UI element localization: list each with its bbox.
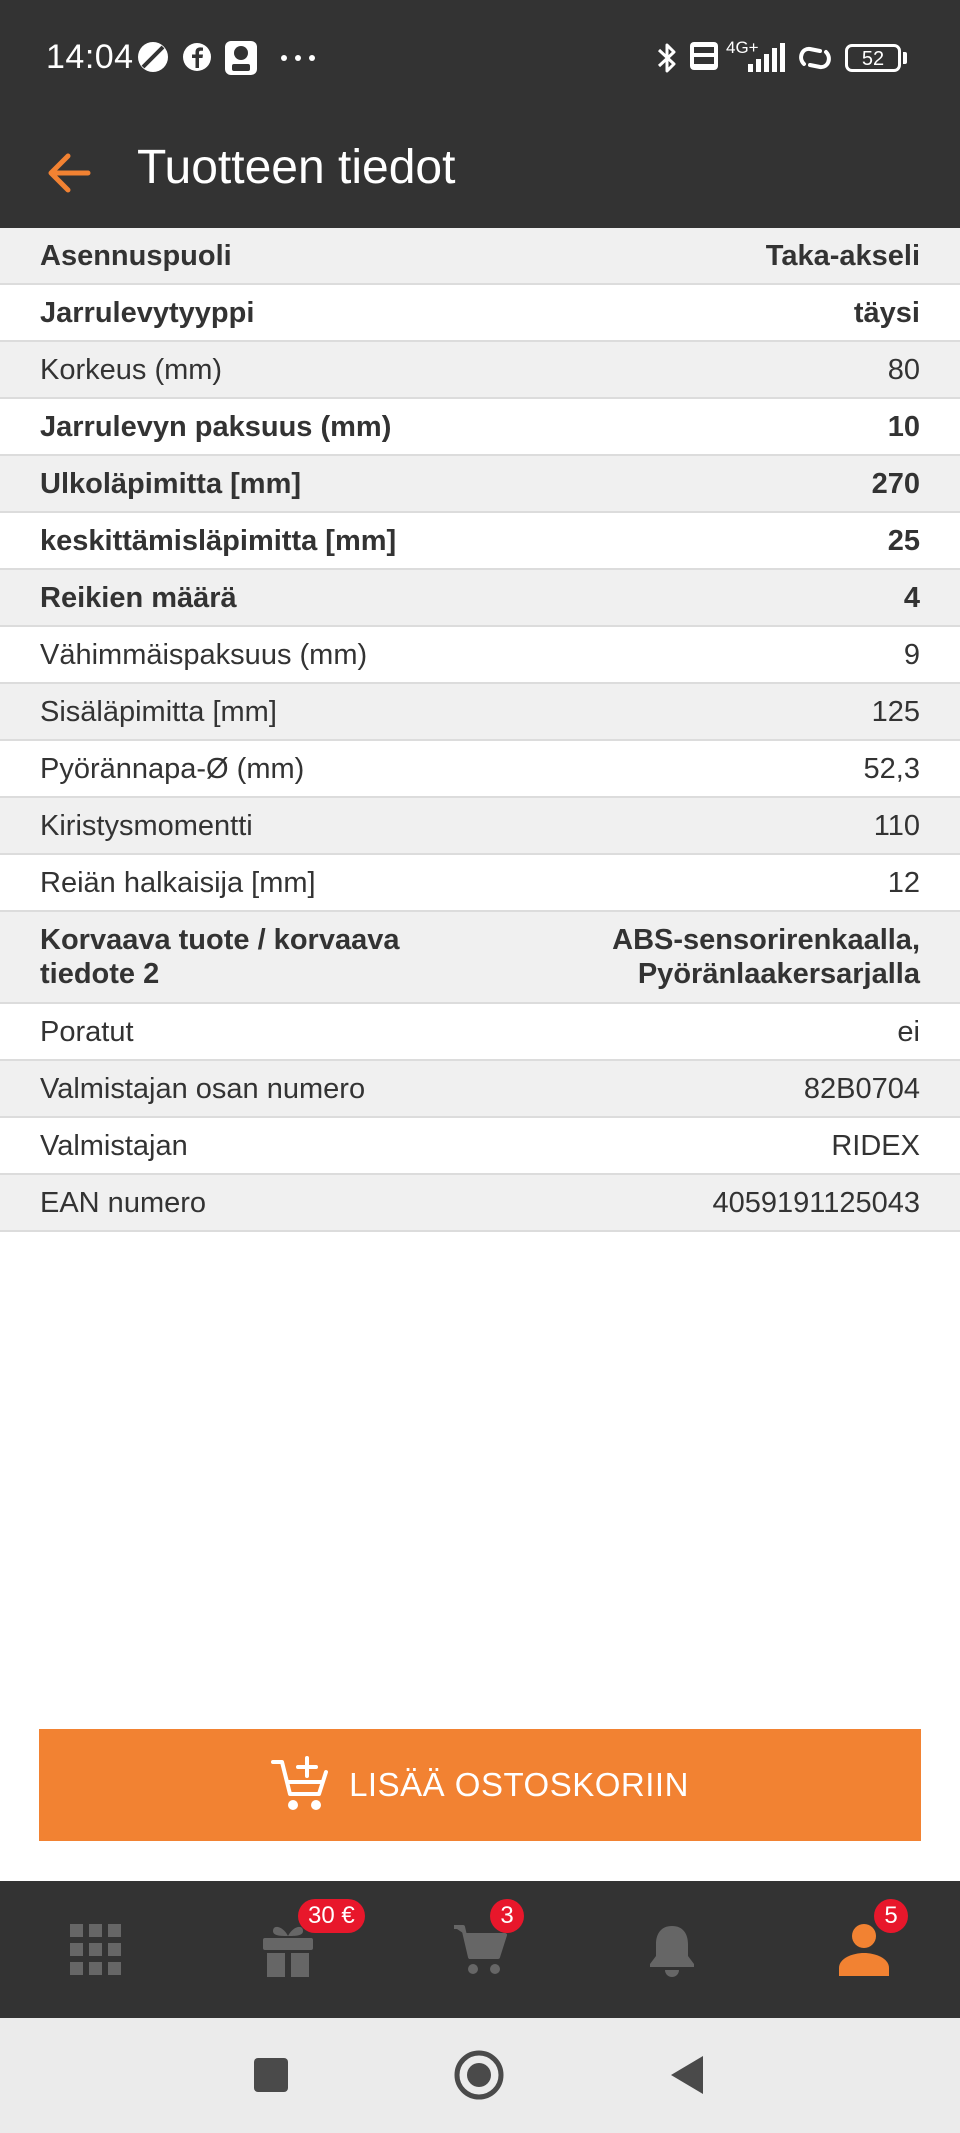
- more-notifications-icon: [280, 54, 316, 62]
- spec-value: 270: [871, 467, 920, 500]
- signal-strength-icon: [728, 42, 786, 74]
- status-time: 14:04: [46, 38, 134, 76]
- back-system-button[interactable]: [652, 2040, 722, 2110]
- spec-row: [0, 456, 960, 513]
- spec-label: Ulkoläpimitta [mm]: [40, 467, 302, 500]
- spec-value: ei: [897, 1015, 920, 1048]
- data-saver-icon: [796, 40, 834, 76]
- battery-cap: [903, 52, 907, 64]
- spec-label: Sisäläpimitta [mm]: [40, 695, 277, 728]
- profile-badge: 5: [874, 1899, 908, 1933]
- home-circle-icon: [452, 2048, 506, 2102]
- spec-value: 125: [871, 695, 920, 728]
- nav-grid-menu[interactable]: [0, 1881, 192, 2018]
- spec-row: [0, 399, 960, 456]
- arrow-left-icon: [46, 152, 92, 194]
- spec-label: Reiän halkaisija [mm]: [40, 866, 316, 899]
- spec-label: Jarrulevyn paksuus (mm): [40, 410, 392, 443]
- spec-value: 9: [903, 638, 920, 671]
- spec-label: keskittämisläpimitta [mm]: [40, 524, 397, 557]
- gift-badge: 30 €: [298, 1899, 365, 1933]
- bottom-navigation: [0, 1881, 960, 2018]
- spec-label: Vähimmäispaksuus (mm): [40, 638, 368, 671]
- cart-plus-icon: [271, 1756, 331, 1814]
- home-button[interactable]: [444, 2040, 514, 2110]
- volte-icon: [689, 40, 719, 72]
- square-icon: [254, 2058, 288, 2092]
- spec-label: Asennuspuoli: [40, 239, 232, 272]
- lidl-plus-icon: [224, 40, 258, 76]
- spec-value: 52,3: [863, 752, 920, 785]
- spec-row: [0, 513, 960, 570]
- spec-row: [0, 570, 960, 627]
- spec-label: EAN numero: [40, 1186, 207, 1219]
- spec-row: [0, 1118, 960, 1175]
- spec-value: Taka-akseli: [765, 239, 920, 272]
- spec-row: [0, 342, 960, 399]
- spec-row: [0, 741, 960, 798]
- network-type: 4G+: [726, 38, 759, 57]
- add-to-cart-button[interactable]: [39, 1729, 921, 1841]
- spec-value: 4059191125043: [712, 1186, 920, 1219]
- recents-button[interactable]: [236, 2040, 306, 2110]
- cart-badge: 3: [490, 1899, 524, 1933]
- battery-indicator: [845, 44, 901, 72]
- system-navigation-bar: [0, 2018, 960, 2133]
- spec-row: [0, 285, 960, 342]
- spec-row: [0, 1004, 960, 1061]
- spec-value: 110: [873, 809, 920, 842]
- spec-value: 12: [887, 866, 920, 899]
- nav-profile[interactable]: [768, 1881, 960, 2018]
- spec-value: 4: [903, 581, 920, 614]
- spec-label: Poratut: [40, 1015, 134, 1048]
- spec-row: [0, 1061, 960, 1118]
- triangle-back-icon: [669, 2054, 705, 2096]
- spec-row: [0, 228, 960, 285]
- spec-value: RIDEX: [831, 1129, 920, 1162]
- battery-level: 52: [861, 48, 885, 70]
- facebook-icon: [182, 40, 212, 74]
- grid-icon: [70, 1924, 122, 1976]
- spec-value: täysi: [853, 296, 920, 329]
- spec-value: 82B0704: [803, 1072, 920, 1105]
- spec-row: [0, 1175, 960, 1232]
- app-bar: [0, 118, 960, 228]
- nav-notifications[interactable]: [576, 1881, 768, 2018]
- spec-value: 25: [887, 524, 920, 557]
- status-bar: [0, 0, 960, 118]
- spec-value: ABS-sensorirenkaalla, Pyöränlaakersarjalla: [612, 924, 920, 990]
- do-not-disturb-icon: [136, 40, 170, 74]
- spec-row: [0, 798, 960, 855]
- nav-gifts[interactable]: [192, 1881, 384, 2018]
- spec-row: [0, 912, 960, 1004]
- page-title: Tuotteen tiedot: [137, 141, 456, 194]
- spec-table: [0, 228, 960, 1232]
- spec-label: Valmistajan osan numero: [40, 1072, 366, 1105]
- bluetooth-icon: [655, 40, 679, 76]
- spec-row: [0, 855, 960, 912]
- spec-label: Pyörännapa-Ø (mm): [40, 752, 305, 785]
- spec-row: [0, 684, 960, 741]
- bell-icon: [647, 1922, 697, 1978]
- spec-value: 80: [887, 353, 920, 386]
- nav-cart[interactable]: [384, 1881, 576, 2018]
- spec-label: Reikien määrä: [40, 581, 237, 614]
- spec-label: Valmistajan: [40, 1129, 188, 1162]
- add-to-cart-label: LISÄÄ OSTOSKORIIN: [349, 1766, 689, 1803]
- back-button[interactable]: [34, 138, 104, 208]
- spec-row: [0, 627, 960, 684]
- spec-value: 10: [887, 410, 920, 443]
- spec-label: Kiristysmomentti: [40, 809, 253, 842]
- spec-label: Korvaava tuote / korvaava tiedote 2: [40, 924, 400, 990]
- spec-label: Jarrulevytyyppi: [40, 296, 255, 329]
- spec-label: Korkeus (mm): [40, 353, 223, 386]
